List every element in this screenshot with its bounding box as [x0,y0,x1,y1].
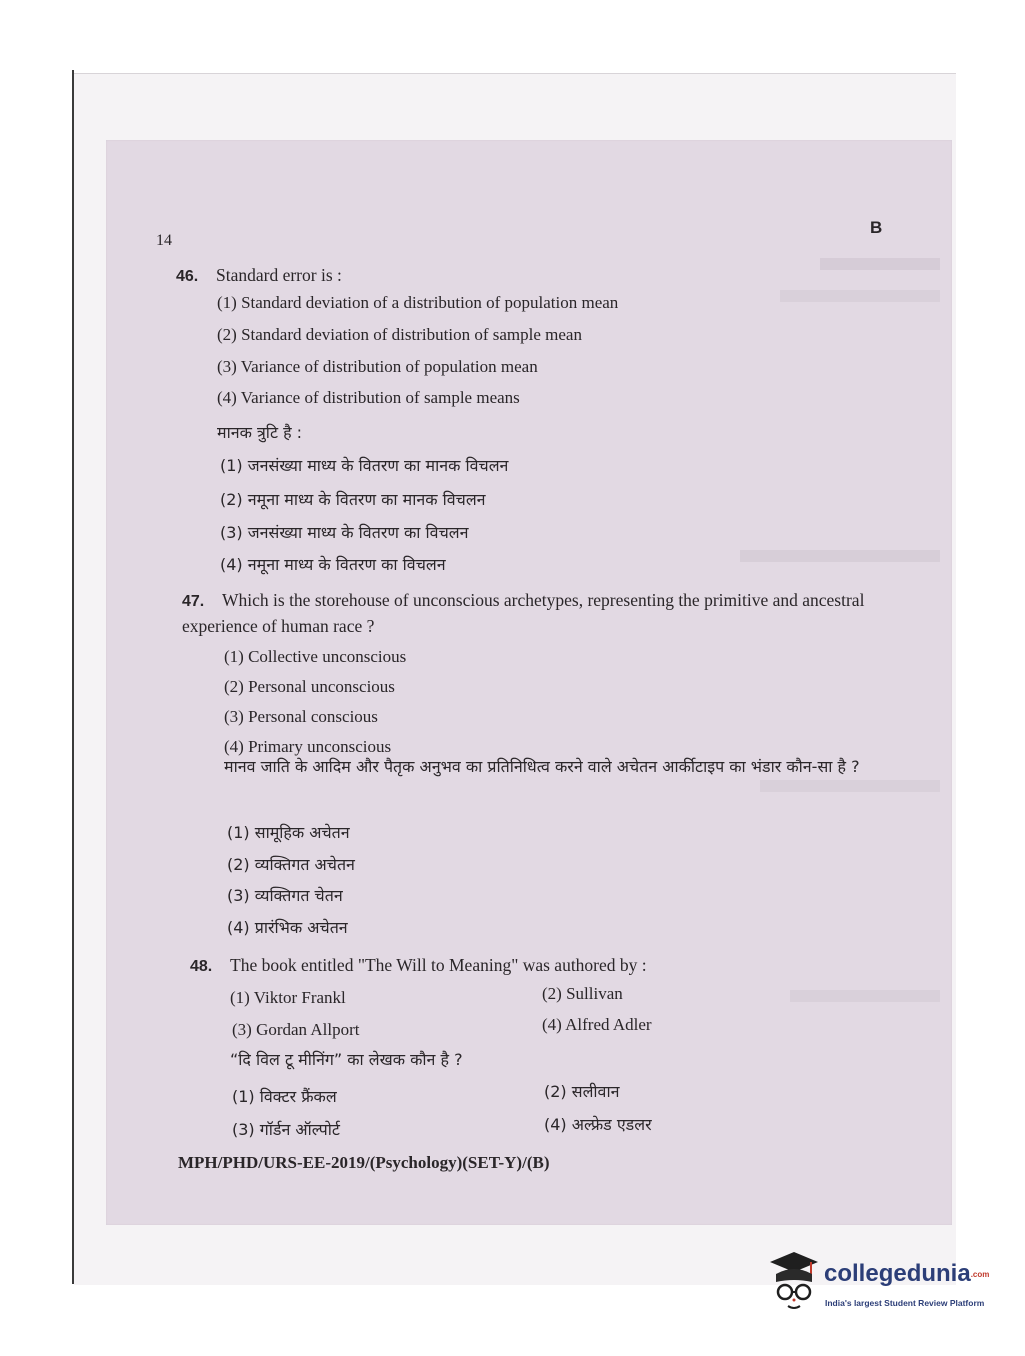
option-3: (3) Personal conscious [224,707,378,726]
option-1-hindi: (1) जनसंख्या माध्य के वितरण का मानक विचलन [220,456,509,475]
bleed-through-shadow [780,290,940,302]
option-2-hindi: (2) सलीवान [544,1082,620,1101]
question-text-hindi: “दि विल टू मीनिंग” का लेखक कौन है ? [230,1050,463,1069]
option-4-hindi: (4) प्रारंभिक अचेतन [227,918,348,937]
page-number: 14 [156,232,172,249]
option-3-hindi: (3) जनसंख्या माध्य के वितरण का विचलन [220,523,469,542]
option-2: (2) Personal unconscious [224,677,395,696]
paper-code-footer: MPH/PHD/URS-EE-2019/(Psychology)(SET-Y)/(B) [178,1153,550,1172]
brand-name: collegedunia.com [824,1260,990,1287]
option-2: (2) Standard deviation of distribution of sample mean [217,325,582,344]
option-3-hindi: (3) व्यक्तिगत चेतन [227,886,343,905]
question-text-hindi: मानक त्रुटि है : [217,423,303,442]
option-4: (4) Variance of distribution of sample means [217,388,520,407]
brand-suffix: .com [970,1270,990,1280]
question-number: 48. [190,958,213,975]
option-3: (3) Variance of distribution of population mean [217,357,538,376]
question-46-stem [176,263,876,289]
option-3-hindi: (3) गॉर्डन ऑल्पोर्ट [232,1120,340,1139]
question-number: 47. [182,593,205,610]
option-1: (1) Viktor Frankl [230,988,346,1007]
option-4-hindi: (4) अल्फ्रेड एडलर [544,1115,652,1134]
question-text: The book entitled "The Will to Meaning" was authored by : [230,955,647,975]
brand-tagline: India's largest Student Review Platform [825,1298,985,1308]
question-text-hindi: मानव जाति के आदिम और पैतृक अनुभव का प्रतिनिधित्व करने वाले अचेतन आर्कीटाइप का भंडार कौन-सा है ? [224,757,860,776]
option-2-hindi: (2) नमूना माध्य के वितरण का मानक विचलन [220,490,486,509]
option-4: (4) Primary unconscious [224,737,392,756]
option-1-hindi: (1) विक्टर फ्रैंकल [232,1087,337,1106]
mascot-logo-icon [766,1252,822,1316]
option-4-hindi: (4) नमूना माध्य के वितरण का विचलन [220,555,446,574]
collegedunia-watermark [766,1252,1006,1332]
question-text: Which is the storehouse of unconscious archetypes, representing the primitive and ancestral experience of human race ? [182,590,865,636]
exam-page [106,140,952,1225]
option-1-hindi: (1) सामूहिक अचेतन [227,823,350,842]
option-2: (2) Sullivan [542,984,623,1003]
bleed-through-shadow [740,550,940,562]
option-2-hindi: (2) व्यक्तिगत अचेतन [227,855,355,874]
bleed-through-shadow [760,780,940,792]
question-47-stem [182,588,882,638]
option-4: (4) Alfred Adler [542,1015,652,1034]
option-1: (1) Collective unconscious [224,647,407,666]
question-48-stem [190,953,890,979]
set-code: B [870,218,883,237]
bleed-through-shadow [790,990,940,1002]
option-1: (1) Standard deviation of a distribution of population mean [217,293,619,312]
option-3: (3) Gordan Allport [232,1020,360,1039]
question-text: Standard error is : [216,265,342,285]
question-number: 46. [176,268,199,285]
